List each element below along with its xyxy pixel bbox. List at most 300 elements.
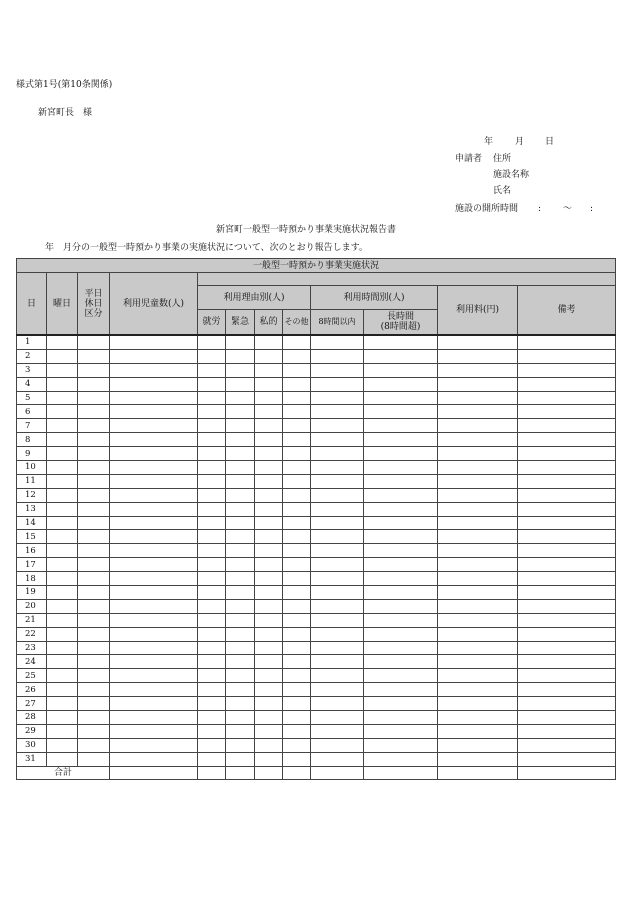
- entry-cell[interactable]: [438, 586, 518, 600]
- entry-cell[interactable]: [518, 572, 616, 586]
- total-cell[interactable]: [311, 766, 364, 779]
- entry-cell[interactable]: [438, 627, 518, 641]
- entry-cell[interactable]: [364, 391, 438, 405]
- entry-cell[interactable]: [311, 488, 364, 502]
- entry-cell[interactable]: [255, 558, 283, 572]
- entry-cell[interactable]: [518, 669, 616, 683]
- entry-cell[interactable]: [226, 488, 255, 502]
- entry-cell[interactable]: [311, 377, 364, 391]
- entry-cell[interactable]: [226, 419, 255, 433]
- entry-cell[interactable]: [110, 530, 198, 544]
- entry-cell[interactable]: [518, 530, 616, 544]
- entry-cell[interactable]: [110, 683, 198, 697]
- entry-cell[interactable]: [47, 488, 78, 502]
- entry-cell[interactable]: [198, 683, 226, 697]
- entry-cell[interactable]: [438, 516, 518, 530]
- entry-cell[interactable]: [283, 335, 311, 349]
- entry-cell[interactable]: [283, 724, 311, 738]
- entry-cell[interactable]: [311, 724, 364, 738]
- entry-cell[interactable]: [518, 724, 616, 738]
- entry-cell[interactable]: [110, 599, 198, 613]
- entry-cell[interactable]: [438, 391, 518, 405]
- entry-cell[interactable]: [110, 377, 198, 391]
- entry-cell[interactable]: [47, 363, 78, 377]
- entry-cell[interactable]: [47, 613, 78, 627]
- entry-cell[interactable]: [438, 461, 518, 475]
- entry-cell[interactable]: [283, 586, 311, 600]
- entry-cell[interactable]: [110, 627, 198, 641]
- entry-cell[interactable]: [283, 530, 311, 544]
- entry-cell[interactable]: [518, 558, 616, 572]
- entry-cell[interactable]: [198, 711, 226, 725]
- entry-cell[interactable]: [311, 530, 364, 544]
- entry-cell[interactable]: [226, 474, 255, 488]
- entry-cell[interactable]: [364, 572, 438, 586]
- entry-cell[interactable]: [255, 474, 283, 488]
- entry-cell[interactable]: [518, 391, 616, 405]
- entry-cell[interactable]: [78, 391, 110, 405]
- entry-cell[interactable]: [283, 447, 311, 461]
- entry-cell[interactable]: [518, 599, 616, 613]
- entry-cell[interactable]: [438, 335, 518, 349]
- entry-cell[interactable]: [78, 335, 110, 349]
- entry-cell[interactable]: [283, 655, 311, 669]
- entry-cell[interactable]: [364, 447, 438, 461]
- entry-cell[interactable]: [438, 655, 518, 669]
- total-cell[interactable]: [255, 766, 283, 779]
- entry-cell[interactable]: [110, 405, 198, 419]
- entry-cell[interactable]: [110, 697, 198, 711]
- entry-cell[interactable]: [198, 502, 226, 516]
- entry-cell[interactable]: [364, 641, 438, 655]
- entry-cell[interactable]: [283, 669, 311, 683]
- entry-cell[interactable]: [47, 502, 78, 516]
- entry-cell[interactable]: [110, 669, 198, 683]
- entry-cell[interactable]: [283, 613, 311, 627]
- entry-cell[interactable]: [198, 488, 226, 502]
- entry-cell[interactable]: [226, 586, 255, 600]
- entry-cell[interactable]: [311, 391, 364, 405]
- entry-cell[interactable]: [226, 335, 255, 349]
- entry-cell[interactable]: [283, 377, 311, 391]
- entry-cell[interactable]: [78, 349, 110, 363]
- entry-cell[interactable]: [198, 752, 226, 766]
- entry-cell[interactable]: [78, 711, 110, 725]
- entry-cell[interactable]: [364, 488, 438, 502]
- entry-cell[interactable]: [255, 738, 283, 752]
- entry-cell[interactable]: [47, 377, 78, 391]
- entry-cell[interactable]: [255, 377, 283, 391]
- entry-cell[interactable]: [255, 502, 283, 516]
- entry-cell[interactable]: [283, 627, 311, 641]
- entry-cell[interactable]: [283, 752, 311, 766]
- entry-cell[interactable]: [438, 544, 518, 558]
- entry-cell[interactable]: [226, 544, 255, 558]
- entry-cell[interactable]: [226, 572, 255, 586]
- entry-cell[interactable]: [47, 655, 78, 669]
- entry-cell[interactable]: [438, 669, 518, 683]
- entry-cell[interactable]: [283, 599, 311, 613]
- entry-cell[interactable]: [364, 433, 438, 447]
- entry-cell[interactable]: [47, 738, 78, 752]
- entry-cell[interactable]: [283, 711, 311, 725]
- entry-cell[interactable]: [47, 724, 78, 738]
- entry-cell[interactable]: [226, 391, 255, 405]
- entry-cell[interactable]: [518, 641, 616, 655]
- entry-cell[interactable]: [198, 724, 226, 738]
- entry-cell[interactable]: [518, 627, 616, 641]
- entry-cell[interactable]: [47, 447, 78, 461]
- entry-cell[interactable]: [226, 405, 255, 419]
- entry-cell[interactable]: [78, 530, 110, 544]
- entry-cell[interactable]: [311, 544, 364, 558]
- entry-cell[interactable]: [438, 752, 518, 766]
- entry-cell[interactable]: [198, 669, 226, 683]
- entry-cell[interactable]: [226, 641, 255, 655]
- entry-cell[interactable]: [518, 738, 616, 752]
- entry-cell[interactable]: [226, 655, 255, 669]
- entry-cell[interactable]: [438, 711, 518, 725]
- entry-cell[interactable]: [110, 613, 198, 627]
- entry-cell[interactable]: [226, 558, 255, 572]
- entry-cell[interactable]: [518, 683, 616, 697]
- entry-cell[interactable]: [438, 474, 518, 488]
- entry-cell[interactable]: [226, 683, 255, 697]
- entry-cell[interactable]: [198, 377, 226, 391]
- entry-cell[interactable]: [198, 641, 226, 655]
- entry-cell[interactable]: [78, 474, 110, 488]
- entry-cell[interactable]: [198, 697, 226, 711]
- entry-cell[interactable]: [311, 683, 364, 697]
- entry-cell[interactable]: [438, 419, 518, 433]
- entry-cell[interactable]: [47, 683, 78, 697]
- entry-cell[interactable]: [283, 516, 311, 530]
- entry-cell[interactable]: [438, 724, 518, 738]
- entry-cell[interactable]: [47, 572, 78, 586]
- entry-cell[interactable]: [110, 516, 198, 530]
- entry-cell[interactable]: [311, 516, 364, 530]
- entry-cell[interactable]: [518, 752, 616, 766]
- entry-cell[interactable]: [226, 530, 255, 544]
- entry-cell[interactable]: [47, 544, 78, 558]
- entry-cell[interactable]: [47, 461, 78, 475]
- entry-cell[interactable]: [198, 530, 226, 544]
- entry-cell[interactable]: [255, 405, 283, 419]
- entry-cell[interactable]: [255, 697, 283, 711]
- entry-cell[interactable]: [364, 613, 438, 627]
- entry-cell[interactable]: [311, 461, 364, 475]
- entry-cell[interactable]: [47, 530, 78, 544]
- entry-cell[interactable]: [47, 669, 78, 683]
- entry-cell[interactable]: [226, 724, 255, 738]
- entry-cell[interactable]: [438, 377, 518, 391]
- entry-cell[interactable]: [198, 516, 226, 530]
- entry-cell[interactable]: [255, 447, 283, 461]
- entry-cell[interactable]: [110, 349, 198, 363]
- entry-cell[interactable]: [47, 516, 78, 530]
- total-cell[interactable]: [110, 766, 198, 779]
- entry-cell[interactable]: [283, 558, 311, 572]
- entry-cell[interactable]: [255, 613, 283, 627]
- entry-cell[interactable]: [518, 544, 616, 558]
- entry-cell[interactable]: [226, 738, 255, 752]
- entry-cell[interactable]: [110, 544, 198, 558]
- entry-cell[interactable]: [255, 655, 283, 669]
- entry-cell[interactable]: [364, 586, 438, 600]
- entry-cell[interactable]: [198, 627, 226, 641]
- entry-cell[interactable]: [311, 433, 364, 447]
- entry-cell[interactable]: [47, 558, 78, 572]
- entry-cell[interactable]: [198, 349, 226, 363]
- entry-cell[interactable]: [110, 391, 198, 405]
- entry-cell[interactable]: [311, 349, 364, 363]
- entry-cell[interactable]: [518, 461, 616, 475]
- entry-cell[interactable]: [226, 613, 255, 627]
- entry-cell[interactable]: [518, 586, 616, 600]
- entry-cell[interactable]: [47, 697, 78, 711]
- entry-cell[interactable]: [438, 405, 518, 419]
- entry-cell[interactable]: [255, 461, 283, 475]
- entry-cell[interactable]: [226, 447, 255, 461]
- entry-cell[interactable]: [255, 349, 283, 363]
- entry-cell[interactable]: [364, 669, 438, 683]
- entry-cell[interactable]: [198, 474, 226, 488]
- entry-cell[interactable]: [283, 474, 311, 488]
- entry-cell[interactable]: [198, 558, 226, 572]
- entry-cell[interactable]: [226, 461, 255, 475]
- entry-cell[interactable]: [110, 738, 198, 752]
- entry-cell[interactable]: [78, 572, 110, 586]
- entry-cell[interactable]: [78, 447, 110, 461]
- entry-cell[interactable]: [283, 419, 311, 433]
- total-cell[interactable]: [226, 766, 255, 779]
- entry-cell[interactable]: [438, 613, 518, 627]
- entry-cell[interactable]: [438, 502, 518, 516]
- entry-cell[interactable]: [438, 363, 518, 377]
- entry-cell[interactable]: [311, 419, 364, 433]
- entry-cell[interactable]: [311, 738, 364, 752]
- entry-cell[interactable]: [518, 516, 616, 530]
- entry-cell[interactable]: [78, 363, 110, 377]
- entry-cell[interactable]: [283, 683, 311, 697]
- entry-cell[interactable]: [255, 363, 283, 377]
- entry-cell[interactable]: [47, 752, 78, 766]
- entry-cell[interactable]: [78, 502, 110, 516]
- entry-cell[interactable]: [311, 405, 364, 419]
- entry-cell[interactable]: [78, 613, 110, 627]
- entry-cell[interactable]: [47, 627, 78, 641]
- entry-cell[interactable]: [438, 738, 518, 752]
- entry-cell[interactable]: [518, 447, 616, 461]
- entry-cell[interactable]: [78, 627, 110, 641]
- entry-cell[interactable]: [110, 502, 198, 516]
- entry-cell[interactable]: [226, 599, 255, 613]
- total-cell[interactable]: [364, 766, 438, 779]
- entry-cell[interactable]: [283, 488, 311, 502]
- entry-cell[interactable]: [78, 669, 110, 683]
- entry-cell[interactable]: [198, 391, 226, 405]
- entry-cell[interactable]: [518, 711, 616, 725]
- entry-cell[interactable]: [47, 641, 78, 655]
- entry-cell[interactable]: [518, 433, 616, 447]
- entry-cell[interactable]: [198, 572, 226, 586]
- entry-cell[interactable]: [438, 599, 518, 613]
- entry-cell[interactable]: [438, 683, 518, 697]
- entry-cell[interactable]: [518, 488, 616, 502]
- entry-cell[interactable]: [110, 586, 198, 600]
- entry-cell[interactable]: [110, 488, 198, 502]
- entry-cell[interactable]: [283, 738, 311, 752]
- entry-cell[interactable]: [110, 724, 198, 738]
- entry-cell[interactable]: [47, 349, 78, 363]
- entry-cell[interactable]: [255, 752, 283, 766]
- entry-cell[interactable]: [518, 405, 616, 419]
- entry-cell[interactable]: [311, 613, 364, 627]
- entry-cell[interactable]: [438, 572, 518, 586]
- entry-cell[interactable]: [311, 599, 364, 613]
- entry-cell[interactable]: [364, 349, 438, 363]
- entry-cell[interactable]: [198, 599, 226, 613]
- entry-cell[interactable]: [198, 405, 226, 419]
- entry-cell[interactable]: [226, 377, 255, 391]
- entry-cell[interactable]: [78, 683, 110, 697]
- total-cell[interactable]: [438, 766, 518, 779]
- entry-cell[interactable]: [78, 516, 110, 530]
- entry-cell[interactable]: [47, 711, 78, 725]
- entry-cell[interactable]: [364, 516, 438, 530]
- entry-cell[interactable]: [78, 558, 110, 572]
- entry-cell[interactable]: [518, 697, 616, 711]
- entry-cell[interactable]: [438, 488, 518, 502]
- entry-cell[interactable]: [438, 641, 518, 655]
- entry-cell[interactable]: [78, 433, 110, 447]
- entry-cell[interactable]: [311, 447, 364, 461]
- entry-cell[interactable]: [364, 335, 438, 349]
- entry-cell[interactable]: [78, 655, 110, 669]
- entry-cell[interactable]: [198, 419, 226, 433]
- entry-cell[interactable]: [226, 502, 255, 516]
- entry-cell[interactable]: [311, 752, 364, 766]
- entry-cell[interactable]: [311, 363, 364, 377]
- entry-cell[interactable]: [226, 669, 255, 683]
- entry-cell[interactable]: [255, 544, 283, 558]
- entry-cell[interactable]: [364, 655, 438, 669]
- entry-cell[interactable]: [198, 586, 226, 600]
- entry-cell[interactable]: [364, 738, 438, 752]
- entry-cell[interactable]: [364, 405, 438, 419]
- entry-cell[interactable]: [226, 363, 255, 377]
- entry-cell[interactable]: [110, 419, 198, 433]
- entry-cell[interactable]: [518, 335, 616, 349]
- entry-cell[interactable]: [311, 335, 364, 349]
- entry-cell[interactable]: [364, 724, 438, 738]
- entry-cell[interactable]: [255, 669, 283, 683]
- entry-cell[interactable]: [364, 377, 438, 391]
- entry-cell[interactable]: [283, 349, 311, 363]
- entry-cell[interactable]: [255, 683, 283, 697]
- entry-cell[interactable]: [78, 419, 110, 433]
- entry-cell[interactable]: [364, 752, 438, 766]
- entry-cell[interactable]: [255, 335, 283, 349]
- entry-cell[interactable]: [78, 488, 110, 502]
- entry-cell[interactable]: [198, 655, 226, 669]
- entry-cell[interactable]: [110, 461, 198, 475]
- entry-cell[interactable]: [438, 349, 518, 363]
- entry-cell[interactable]: [438, 433, 518, 447]
- entry-cell[interactable]: [311, 697, 364, 711]
- entry-cell[interactable]: [198, 544, 226, 558]
- entry-cell[interactable]: [311, 655, 364, 669]
- entry-cell[interactable]: [283, 391, 311, 405]
- entry-cell[interactable]: [518, 419, 616, 433]
- entry-cell[interactable]: [311, 586, 364, 600]
- entry-cell[interactable]: [283, 433, 311, 447]
- entry-cell[interactable]: [47, 599, 78, 613]
- entry-cell[interactable]: [78, 377, 110, 391]
- entry-cell[interactable]: [226, 516, 255, 530]
- entry-cell[interactable]: [255, 724, 283, 738]
- entry-cell[interactable]: [438, 530, 518, 544]
- entry-cell[interactable]: [110, 363, 198, 377]
- entry-cell[interactable]: [255, 530, 283, 544]
- entry-cell[interactable]: [110, 655, 198, 669]
- entry-cell[interactable]: [311, 711, 364, 725]
- entry-cell[interactable]: [311, 641, 364, 655]
- entry-cell[interactable]: [283, 405, 311, 419]
- entry-cell[interactable]: [78, 405, 110, 419]
- entry-cell[interactable]: [78, 724, 110, 738]
- entry-cell[interactable]: [226, 711, 255, 725]
- entry-cell[interactable]: [364, 544, 438, 558]
- entry-cell[interactable]: [78, 697, 110, 711]
- entry-cell[interactable]: [47, 433, 78, 447]
- entry-cell[interactable]: [518, 655, 616, 669]
- entry-cell[interactable]: [364, 530, 438, 544]
- entry-cell[interactable]: [283, 363, 311, 377]
- entry-cell[interactable]: [110, 641, 198, 655]
- entry-cell[interactable]: [255, 488, 283, 502]
- entry-cell[interactable]: [518, 474, 616, 488]
- entry-cell[interactable]: [438, 447, 518, 461]
- entry-cell[interactable]: [255, 641, 283, 655]
- entry-cell[interactable]: [255, 586, 283, 600]
- entry-cell[interactable]: [364, 363, 438, 377]
- entry-cell[interactable]: [311, 558, 364, 572]
- entry-cell[interactable]: [47, 474, 78, 488]
- entry-cell[interactable]: [311, 474, 364, 488]
- entry-cell[interactable]: [78, 641, 110, 655]
- entry-cell[interactable]: [78, 544, 110, 558]
- entry-cell[interactable]: [226, 697, 255, 711]
- entry-cell[interactable]: [78, 586, 110, 600]
- entry-cell[interactable]: [311, 502, 364, 516]
- entry-cell[interactable]: [198, 738, 226, 752]
- entry-cell[interactable]: [283, 461, 311, 475]
- entry-cell[interactable]: [364, 697, 438, 711]
- entry-cell[interactable]: [255, 433, 283, 447]
- entry-cell[interactable]: [226, 349, 255, 363]
- entry-cell[interactable]: [283, 641, 311, 655]
- entry-cell[interactable]: [283, 502, 311, 516]
- entry-cell[interactable]: [198, 335, 226, 349]
- entry-cell[interactable]: [283, 544, 311, 558]
- entry-cell[interactable]: [283, 572, 311, 586]
- entry-cell[interactable]: [198, 461, 226, 475]
- entry-cell[interactable]: [110, 711, 198, 725]
- entry-cell[interactable]: [47, 419, 78, 433]
- entry-cell[interactable]: [47, 335, 78, 349]
- entry-cell[interactable]: [78, 752, 110, 766]
